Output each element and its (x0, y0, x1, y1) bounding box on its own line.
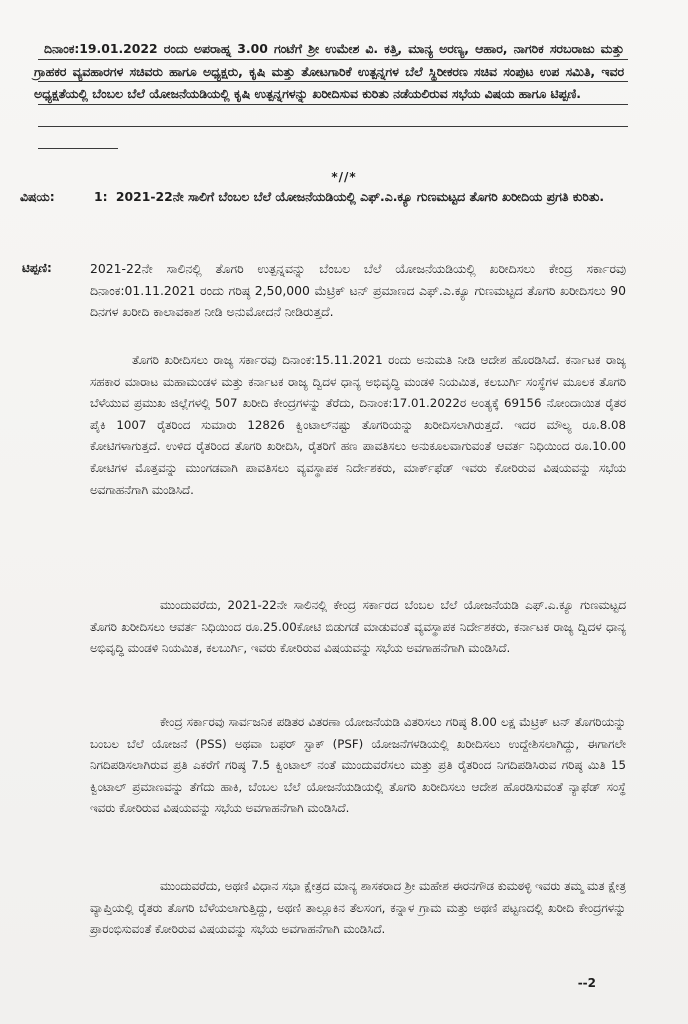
underline (38, 59, 628, 60)
meeting-intro: ದಿನಾಂಕ:19.01.2022 ರಂದು ಅಪರಾಹ್ನ 3.00 ಗಂಟೆಗೆ ಶ್ರೀ ಉಮೇಶ ವಿ. ಕತ್ತಿ, ಮಾನ್ಯ ಅರಣ್ಯ, ಆಹಾರ, ನಾಗರಿಕ ಸರಬರಾಜು ಮತ್ತು ಗ್ರಾಹಕರ ವ್ಯವಹಾರಗಳ ಸಚಿವರು ಹಾಗೂ ಅಧ್ಯಕ್ಷರು, ಕೃಷಿ ಮತ್ತು ತೋಟಗಾರಿಕೆ ಉತ್ಪನ್ನಗಳ ಬೆಲೆ ಸ್ಥಿರೀಕರಣ ಸಚಿವ ಸಂಪುಟ ಉಪ ಸಮಿತಿ, ಇವರ ಅಧ್ಯಕ್ಷತೆಯಲ್ಲಿ ಬೆಂಬಲ ಬೆಲೆ ಯೋಜನೆಯಡಿಯಲ್ಲಿ ಕೃಷಿ ಉತ್ಪನ್ನಗಳನ್ನು ಖರೀದಿಸುವ ಕುರಿತು ನಡೆಯಲಿರುವ ಸಭೆಯ ವಿಷಯ ಹಾಗೂ ಟಿಪ್ಪಣಿ. (34, 41, 624, 101)
subject-text: 2021-22ನೇ ಸಾಲಿಗೆ ಬೆಂಬಲ ಬೆಲೆ ಯೋಜನೆಯಡಿಯಲ್ಲಿ ಎಫ್.ಎ.ಕ್ಯೂ ಗುಣಮಟ್ಟದ ತೊಗರಿ ಖರೀದಿಯ ಪ್ರಗತಿ ಕುರಿತು. (115, 189, 605, 204)
underline (38, 104, 628, 105)
underline (38, 126, 628, 127)
separator: *//* (331, 170, 357, 184)
subject-text-block (94, 185, 630, 209)
page-number: --2 (577, 976, 596, 990)
note-label: ಟಿಪ್ಪಣಿ: (22, 261, 52, 275)
paragraph-4: ಕೇಂದ್ರ ಸರ್ಕಾರವು ಸಾರ್ವಜನಿಕ ಪಡಿತರ ವಿತರಣಾ ಯೋಜನೆಯಡಿ ವಿತರಿಸಲು ಗರಿಷ್ಠ 8.00 ಲಕ್ಷ ಮೆಟ್ರಿಕ್ ಟನ್ ತೊಗರಿಯನ್ನು ಬಂಬಲ ಬೆಲೆ ಯೋಜನೆ (PSS) ಅಥವಾ ಬಫರ್ ಸ್ಟಾಕ್ (PSF) ಯೋಜನೆಗಳಡಿಯಲ್ಲಿ ಖರೀದಿಸಲು ಉದ್ದೇಶಿಸಲಾಗಿದ್ದು, ಈಗಾಗಲೇ ನಿಗದಿಪಡಿಸಲಾಗಿರುವ ಪ್ರತಿ ಎಕರೆಗೆ ಗರಿಷ್ಠ 7.5 ಕ್ವಿಂಟಾಲ್ ನಂತೆ ಮುಂದುವರೆಸಲು ಮತ್ತು ಪ್ರತಿ ರೈತರಿಂದ ನಿಗದಿಪಡಿಸಿರುವ ಗರಿಷ್ಠ ಮಿತಿ 15 ಕ್ವಿಂಟಾಲ್ ಪ್ರಮಾಣವನ್ನು ತೆಗೆದು ಹಾಕಿ, ಬೆಂಬಲ ಬೆಲೆ ಯೋಜನೆಯಡಿಯಲ್ಲಿ ತೊಗರಿ ಖರೀದಿಸಲು ಆದೇಶ ಹೊರಡಿಸುವಂತೆ ನ್ಯಾಫೆಡ್ ಸಂಸ್ಥೆ ಇವರು ಕೋರಿರುವ ವಿಷಯವನ್ನು ಸಭೆಯ ಅವಗಾಹನೆಗಾಗಿ ಮಂಡಿಸಿದೆ. (90, 715, 626, 816)
subject-label: ವಿಷಯ: (20, 189, 55, 204)
underline (38, 81, 628, 82)
underline (38, 148, 118, 149)
paragraph-1: 2021-22ನೇ ಸಾಲಿನಲ್ಲಿ ತೊಗರಿ ಉತ್ಪನ್ನವನ್ನು ಬೆಂಬಲ ಬೆಲೆ ಯೋಜನೆಯಡಿಯಲ್ಲಿ ಖರೀದಿಸಲು ಕೇಂದ್ರ ಸರ್ಕಾರವು ದಿನಾಂಕ:01.11.2021 ರಂದು ಗರಿಷ್ಠ 2,50,000 ಮೆಟ್ರಿಕ್ ಟನ್ ಪ್ರಮಾಣದ ಎಫ್.ಎ.ಕ್ಯೂ ಗುಣಮಟ್ಟದ ತೊಗರಿ ಖರೀದಿಸಲು 90 ದಿನಗಳ ಖರೀದಿ ಕಾಲಾವಕಾಶ ನೀಡಿ ಅನುಮೋದನೆ ನೀಡಿರುತ್ತದೆ. (90, 261, 626, 320)
subject-number: 1: (94, 189, 108, 204)
paragraph-5: ಮುಂದುವರೆದು, ಅಥಣಿ ವಿಧಾನ ಸಭಾ ಕ್ಷೇತ್ರದ ಮಾನ್ಯ ಶಾಸಕರಾದ ಶ್ರೀ ಮಹೇಶ ಈರನಗೌಡ ಕುಮಠಳ್ಳಿ ಇವರು ತಮ್ಮ ಮತ ಕ್ಷೇತ್ರ ವ್ಯಾಪ್ತಿಯಲ್ಲಿ ರೈತರು ತೊಗರಿ ಬೆಳೆಯಲಾಗುತ್ತಿದ್ದು, ಅಥಣಿ ತಾಲ್ಲೂಕಿನ ತೆಲಸಂಗ, ಕನ್ನಾಳ ಗ್ರಾಮ ಮತ್ತು ಅಥಣಿ ಪಟ್ಟಣದಲ್ಲಿ ಖರೀದಿ ಕೇಂದ್ರಗಳನ್ನು ಪ್ರಾರಂಭಿಸುವಂತೆ ಕೋರಿರುವ ವಿಷಯವನ್ನು ಸಭೆಯ ಅವಗಾಹನೆಗಾಗಿ ಮಂಡಿಸಿದೆ. (90, 879, 626, 937)
paragraph-2: ತೊಗರಿ ಖರೀದಿಸಲು ರಾಜ್ಯ ಸರ್ಕಾರವು ದಿನಾಂಕ:15.11.2021 ರಂದು ಅನುಮತಿ ನೀಡಿ ಆದೇಶ ಹೊರಡಿಸಿದೆ. ಕರ್ನಾಟಕ ರಾಜ್ಯ ಸಹಕಾರ ಮಾರಾಟ ಮಹಾಮಂಡಳ ಮತ್ತು ಕರ್ನಾಟಕ ರಾಜ್ಯ ದ್ವಿದಳ ಧಾನ್ಯ ಅಭಿವೃದ್ಧಿ ಮಂಡಳಿ ನಿಯಮಿತ, ಕಲಬುರ್ಗಿ ಸಂಸ್ಥೆಗಳ ಮೂಲಕ ತೊಗರಿ ಬೆಳೆಯುವ ಪ್ರಮುಖ ಜಿಲ್ಲೆಗಳಲ್ಲಿ 507 ಖರೀದಿ ಕೇಂದ್ರಗಳನ್ನು ತೆರೆದು, ದಿನಾಂಕ:17.01.2022ರ ಅಂತ್ಯಕ್ಕೆ 69156 ನೋಂದಾಯಿತ ರೈತರ ಪೈಕಿ 1007 ರೈತರಿಂದ ಸುಮಾರು 12826 ಕ್ವಿಂಟಾಲ್‌ನಷ್ಟು ತೊಗರಿಯನ್ನು ಖರೀದಿಸಲಾಗಿರುತ್ತದೆ. ಇದರ ಮೌಲ್ಯ ರೂ.8.08 ಕೋಟಿಗಳಾಗುತ್ತದೆ. ಉಳಿದ ರೈತರಿಂದ ತೊಗರಿ ಖರೀದಿಸಿ, ರೈತರಿಗೆ ಹಣ ಪಾವತಿಸಲು ಅನುಕೂಲವಾಗುವಂತೆ ಆವರ್ತ ನಿಧಿಯಿಂದ ರೂ.10.00 ಕೋಟಿಗಳ ಮೊತ್ತವನ್ನು ಮುಂಗಡವಾಗಿ ಪಾವತಿಸಲು ವ್ಯವಸ್ಥಾಪಕ ನಿರ್ದೇಶಕರು, ಮಾರ್ಕ್‌ಫೆಡ್ ಇವರು ಕೋರಿರುವ ವಿಷಯವನ್ನು ಸಭೆಯ ಅವಗಾಹನೆಗಾಗಿ ಮಂಡಿಸಿದೆ. (90, 353, 626, 497)
paragraph-3: ಮುಂದುವರೆದು, 2021-22ನೇ ಸಾಲಿನಲ್ಲಿ ಕೇಂದ್ರ ಸರ್ಕಾರದ ಬೆಂಬಲ ಬೆಲೆ ಯೋಜನೆಯಡಿ ಎಫ್.ಎ.ಕ್ಯೂ ಗುಣಮಟ್ಟದ ತೊಗರಿ ಖರೀದಿಸಲು ಆವರ್ತ ನಿಧಿಯಿಂದ ರೂ.25.00ಕೋಟಿ ಬಿಡುಗಡೆ ಮಾಡುವಂತೆ ವ್ಯವಸ್ಥಾಪಕ ನಿರ್ದೇಶಕರು, ಕರ್ನಾಟಕ ರಾಜ್ಯ ದ್ವಿದಳ ಧಾನ್ಯ ಅಭಿವೃದ್ಧಿ ಮಂಡಳಿ ನಿಯಮಿತ, ಕಲಬುರ್ಗಿ, ಇವರು ಕೋರಿರುವ ವಿಷಯವನ್ನು ಸಭೆಯ ಅವಗಾಹನೆಗಾಗಿ ಮಂಡಿಸಿದೆ. (90, 598, 626, 656)
